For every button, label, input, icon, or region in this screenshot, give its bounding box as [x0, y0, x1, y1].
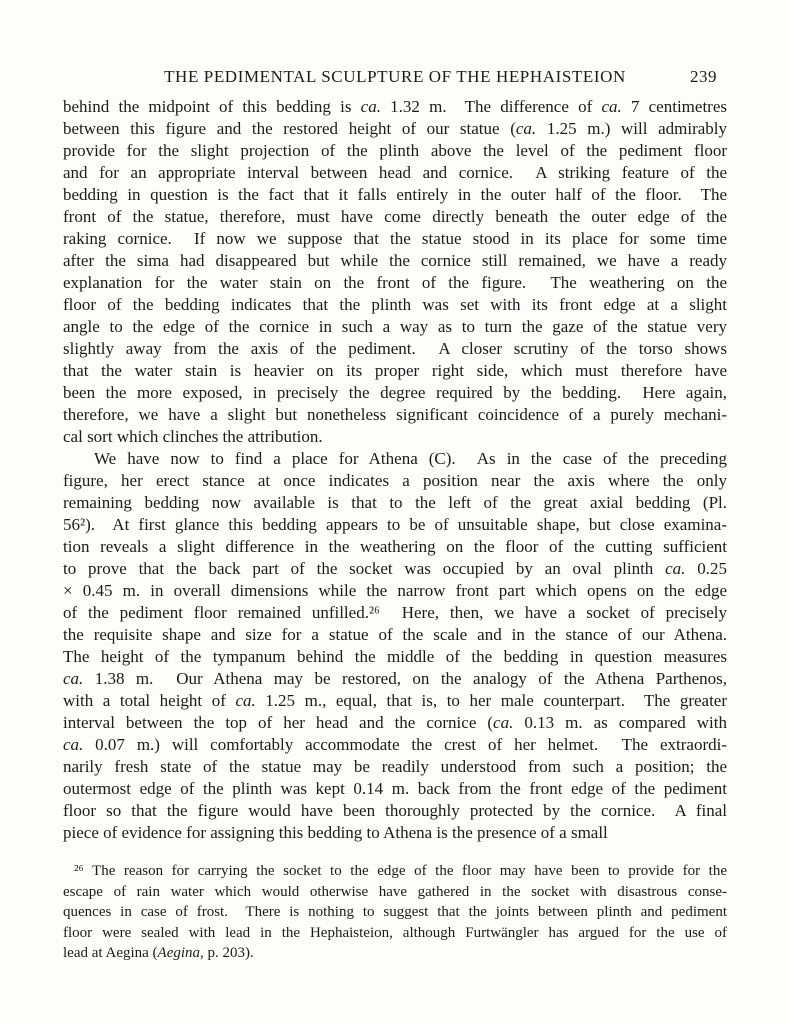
- text-line: angle to the edge of the cornice in such a way as to turn the gaze of the statue very: [63, 317, 727, 336]
- text-line: We have now to find a place for Athena (C). As in the case of the preceding: [94, 449, 727, 468]
- text-line: provide for the slight projection of the plinth above the level of the pediment floor: [63, 141, 727, 160]
- text-line: remaining bedding now available is that to the left of the great axial bedding (Pl.: [63, 493, 727, 512]
- text-line: and for an appropriate interval between head and cornice. A striking feature of the: [63, 163, 727, 182]
- text-line: front of the statue, therefore, must have come directly beneath the outer edge of the: [63, 207, 727, 226]
- text-line: the requisite shape and size for a statue of the scale and in the stance of our Athena.: [63, 625, 727, 644]
- text-line: tion reveals a slight difference in the weathering on the floor of the cutting sufficient: [63, 537, 727, 556]
- text-line: figure, her erect stance at once indicates a position near the axis where the only: [63, 471, 727, 490]
- text-line: outermost edge of the plinth was kept 0.14 m. back from the front edge of the pediment: [63, 779, 727, 798]
- text-line: bedding in question is the fact that it falls entirely in the outer half of the floor. The: [63, 185, 727, 204]
- text-line: The height of the tympanum behind the middle of the bedding in question measures: [63, 647, 727, 666]
- text-line: of the pediment floor remained unfilled.²⁶ Here, then, we have a socket of precisely: [63, 603, 727, 622]
- text-line: quences in case of frost. There is nothing to suggest that the joints between plinth and pediment: [63, 904, 727, 920]
- text-line: ²⁶ The reason for carrying the socket to the edge of the floor may have been to provide for the: [74, 863, 727, 879]
- text-line: been the more exposed, in precisely the degree required by the bedding. Here again,: [63, 383, 727, 402]
- running-title: THE PEDIMENTAL SCULPTURE OF THE HEPHAISTEION: [164, 67, 626, 86]
- text-line: therefore, we have a slight but nonetheless significant coincidence of a purely mechani-: [63, 405, 727, 424]
- text-line: with a total height of ca. 1.25 m., equal, that is, to her male counterpart. The greater: [63, 691, 727, 710]
- text-line: × 0.45 m. in overall dimensions while the narrow front part which opens on the edge: [63, 581, 727, 600]
- text-line: slightly away from the axis of the pediment. A closer scrutiny of the torso shows: [63, 339, 727, 358]
- text-line: that the water stain is heavier on its proper right side, which must therefore have: [63, 361, 727, 380]
- text-line: to prove that the back part of the socket was occupied by an oval plinth ca. 0.25: [63, 559, 727, 578]
- footnote: [63, 861, 727, 964]
- text-line: interval between the top of her head and the cornice (ca. 0.13 m. as compared with: [63, 713, 727, 732]
- text-line: between this figure and the restored height of our statue (ca. 1.25 m.) will admirably: [63, 119, 727, 138]
- text-line: ca. 1.38 m. Our Athena may be restored, on the analogy of the Athena Parthenos,: [63, 669, 727, 688]
- text-line: lead at Aegina (Aegina, p. 203).: [63, 945, 254, 961]
- paragraph-2: [63, 448, 727, 844]
- text-line: after the sima had disappeared but while the cornice still remained, we have a ready: [63, 251, 727, 270]
- text-line: floor so that the figure would have been thoroughly protected by the cornice. A final: [63, 801, 727, 820]
- body-text: [63, 96, 727, 844]
- text-line: piece of evidence for assigning this bedding to Athena is the presence of a small: [63, 823, 608, 842]
- text-line: explanation for the water stain on the front of the figure. The weathering on the: [63, 273, 727, 292]
- paragraph-1: [63, 96, 727, 448]
- running-header: [63, 67, 727, 89]
- text-line: floor were sealed with lead in the Hephaisteion, although Furtwängler has argued for the use of: [63, 924, 727, 941]
- text-line: behind the midpoint of this bedding is ca. 1.32 m. The difference of ca. 7 centimetres: [63, 97, 727, 116]
- text-line: raking cornice. If now we suppose that the statue stood in its place for some time: [63, 229, 727, 248]
- text-line: floor of the bedding indicates that the plinth was set with its front edge at a slight: [63, 295, 727, 314]
- text-line: cal sort which clinches the attribution.: [63, 427, 323, 446]
- page-number: 239: [690, 67, 717, 86]
- text-line: 56²). At first glance this bedding appears to be of unsuitable shape, but close examina-: [63, 515, 727, 534]
- text-line: escape of rain water which would otherwise have gathered in the socket with disastrous conse-: [63, 883, 727, 900]
- text-line: narily fresh state of the statue may be readily understood from such a position; the: [63, 757, 727, 776]
- text-line: ca. 0.07 m.) will comfortably accommodate the crest of her helmet. The extraordi-: [63, 735, 727, 754]
